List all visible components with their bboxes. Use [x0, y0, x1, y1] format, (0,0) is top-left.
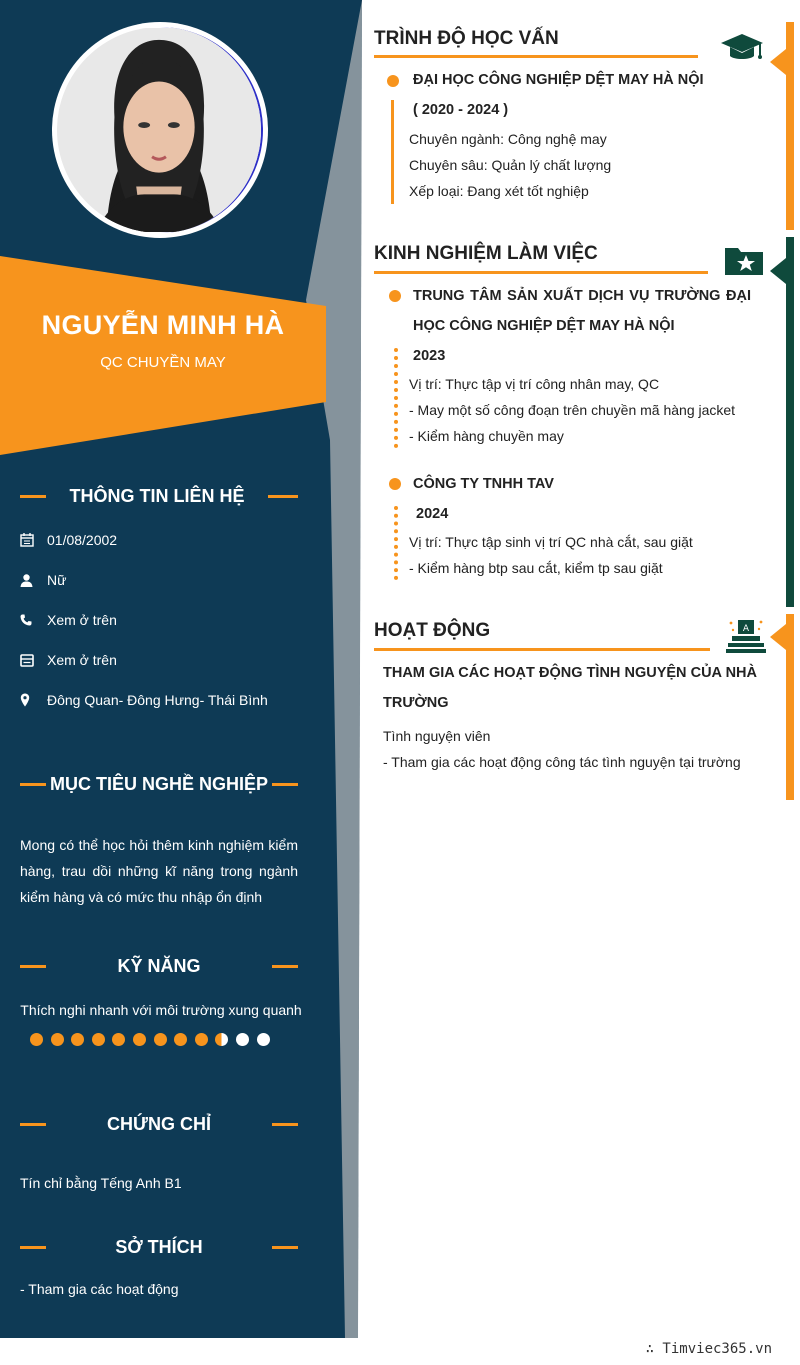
- section-side-pointer: [770, 49, 786, 75]
- heading-dash: [20, 1123, 46, 1126]
- skill-dot: [195, 1033, 208, 1046]
- experience-year: 2024: [416, 506, 449, 522]
- hobbies-heading-text: SỞ THÍCH: [115, 1236, 203, 1257]
- certificate-text: Tín chỉ bằng Tếng Anh B1: [20, 1175, 182, 1191]
- location-icon: [20, 693, 47, 707]
- activities-heading: HOẠT ĐỘNG: [374, 620, 491, 641]
- timeline-line: [391, 100, 394, 204]
- contact-birthday: [20, 530, 117, 550]
- skill-name: Thích nghi nhanh với môi trường xung quanh: [20, 1002, 302, 1018]
- skill-dot: [257, 1033, 270, 1046]
- timeline-bullet: [389, 478, 401, 490]
- podium-award-icon: [726, 616, 766, 659]
- contact-gender-text: Nữ: [47, 572, 67, 588]
- brand-logo-icon: ∴: [645, 1341, 663, 1357]
- hobby-text: - Tham gia các hoạt động: [20, 1281, 179, 1297]
- education-school: ĐẠI HỌC CÔNG NGHIỆP DỆT MAY HÀ NỘI: [413, 72, 704, 88]
- skills-heading-text: KỸ NĂNG: [117, 955, 201, 976]
- heading-dash: [20, 783, 46, 786]
- education-line: Xếp loại: Đang xét tốt nghiệp: [409, 183, 589, 199]
- education-line: Chuyên sâu: Quản lý chất lượng: [409, 157, 612, 173]
- skill-dot: [51, 1033, 64, 1046]
- contact-birthday-text: 01/08/2002: [47, 532, 118, 548]
- avatar: [52, 22, 268, 238]
- section-side-bar: [786, 22, 794, 230]
- contact-heading-text: THÔNG TIN LIÊN HỆ: [69, 485, 245, 506]
- section-side-bar: [786, 614, 794, 800]
- heading-dash: [20, 495, 46, 498]
- skill-dot: [236, 1033, 249, 1046]
- contact-email-text: Xem ở trên: [47, 652, 117, 668]
- skill-dot: [30, 1033, 43, 1046]
- objective-heading-text: MỤC TIÊU NGHỀ NGHIỆP: [49, 773, 268, 794]
- certificates-heading-text: CHỨNG CHỈ: [107, 1113, 211, 1134]
- skill-dot: [92, 1033, 105, 1046]
- activity-line: - Tham gia các hoạt động công tác tình nguyện tại trường: [383, 754, 741, 770]
- heading-dash: [272, 1246, 298, 1249]
- user-icon: [20, 574, 47, 587]
- heading-dash: [20, 965, 46, 968]
- education-line: Chuyên ngành: Công nghệ may: [409, 131, 607, 147]
- section-underline: [374, 648, 710, 651]
- heading-dash: [272, 965, 298, 968]
- section-underline: [374, 271, 708, 274]
- timeline-dotted-line: [394, 348, 398, 448]
- svg-text:A: A: [742, 624, 750, 634]
- experience-line: - Kiểm hàng chuyền may: [409, 428, 564, 444]
- avatar-photo: [57, 27, 261, 233]
- contact-email: [20, 650, 117, 670]
- contact-phone-text: Xem ở trên: [47, 612, 117, 628]
- experience-year: 2023: [413, 348, 446, 364]
- contact-gender: [20, 570, 66, 590]
- phone-icon: [20, 614, 47, 626]
- email-icon: [20, 654, 47, 667]
- experience-line: Vị trí: Thực tập vị trí công nhân may, QC: [409, 376, 660, 392]
- experience-company: CÔNG TY TNHH TAV: [413, 476, 554, 492]
- section-side-pointer: [770, 258, 786, 284]
- skills-heading: [20, 954, 298, 978]
- skill-rating: [30, 1033, 270, 1046]
- objective-text: Mong có thể học hỏi thêm kinh nghiệm kiểm hàng, trau dồi những kĩ năng trong ngành kiểm hàng và có mức thu nhập ổn định: [20, 837, 298, 905]
- objective-heading: [20, 772, 298, 796]
- experience-heading: KINH NGHIỆM LÀM VIỆC: [374, 243, 598, 264]
- skill-dot: [112, 1033, 125, 1046]
- experience-company: TRUNG TÂM SẢN XUẤT DỊCH VỤ TRƯỜNG ĐẠI HỌC CÔNG NGHIỆP DỆT MAY HÀ NỘI: [413, 288, 751, 334]
- contact-address: [20, 690, 268, 710]
- heading-dash: [268, 495, 298, 498]
- contact-phone: [20, 610, 117, 630]
- section-underline: [374, 55, 698, 58]
- section-side-pointer: [770, 624, 786, 650]
- candidate-name: NGUYỄN MINH HÀ: [41, 310, 285, 340]
- brand-text: Timviec365.vn: [662, 1341, 772, 1357]
- candidate-role: QC CHUYỀN MAY: [100, 354, 226, 371]
- heading-dash: [272, 1123, 298, 1126]
- timeline-dotted-line: [394, 506, 398, 580]
- heading-dash: [20, 1246, 46, 1249]
- hobbies-heading: [20, 1235, 298, 1259]
- activity-title: THAM GIA CÁC HOẠT ĐỘNG TÌNH NGUYỆN CỦA NHÀ TRƯỜNG: [383, 665, 757, 711]
- skill-dot: [215, 1033, 228, 1046]
- footer-brand: [646, 1341, 772, 1357]
- graduation-cap-icon: [720, 32, 764, 69]
- experience-line: - Kiểm hàng btp sau cắt, kiểm tp sau giặt: [409, 560, 663, 576]
- experience-line: - May một số công đoạn trên chuyền mã hàng jacket: [409, 402, 736, 418]
- skill-dot: [154, 1033, 167, 1046]
- folder-star-icon: [724, 244, 764, 281]
- skill-dot: [71, 1033, 84, 1046]
- activity-line: Tình nguyện viên: [383, 728, 491, 744]
- contact-heading: [20, 484, 298, 508]
- education-heading: TRÌNH ĐỘ HỌC VẤN: [374, 28, 559, 49]
- heading-dash: [272, 783, 298, 786]
- certificates-heading: [20, 1112, 298, 1136]
- timeline-bullet: [387, 75, 399, 87]
- contact-address-text: Đông Quan- Đông Hưng- Thái Bình: [47, 692, 268, 708]
- skill-dot: [133, 1033, 146, 1046]
- education-period: ( 2020 - 2024 ): [413, 102, 509, 118]
- timeline-bullet: [389, 290, 401, 302]
- skill-dot: [174, 1033, 187, 1046]
- section-side-bar: [786, 237, 794, 607]
- calendar-icon: [20, 533, 47, 547]
- experience-line: Vị trí: Thực tập sinh vị trí QC nhà cắt, sau giặt: [409, 534, 693, 550]
